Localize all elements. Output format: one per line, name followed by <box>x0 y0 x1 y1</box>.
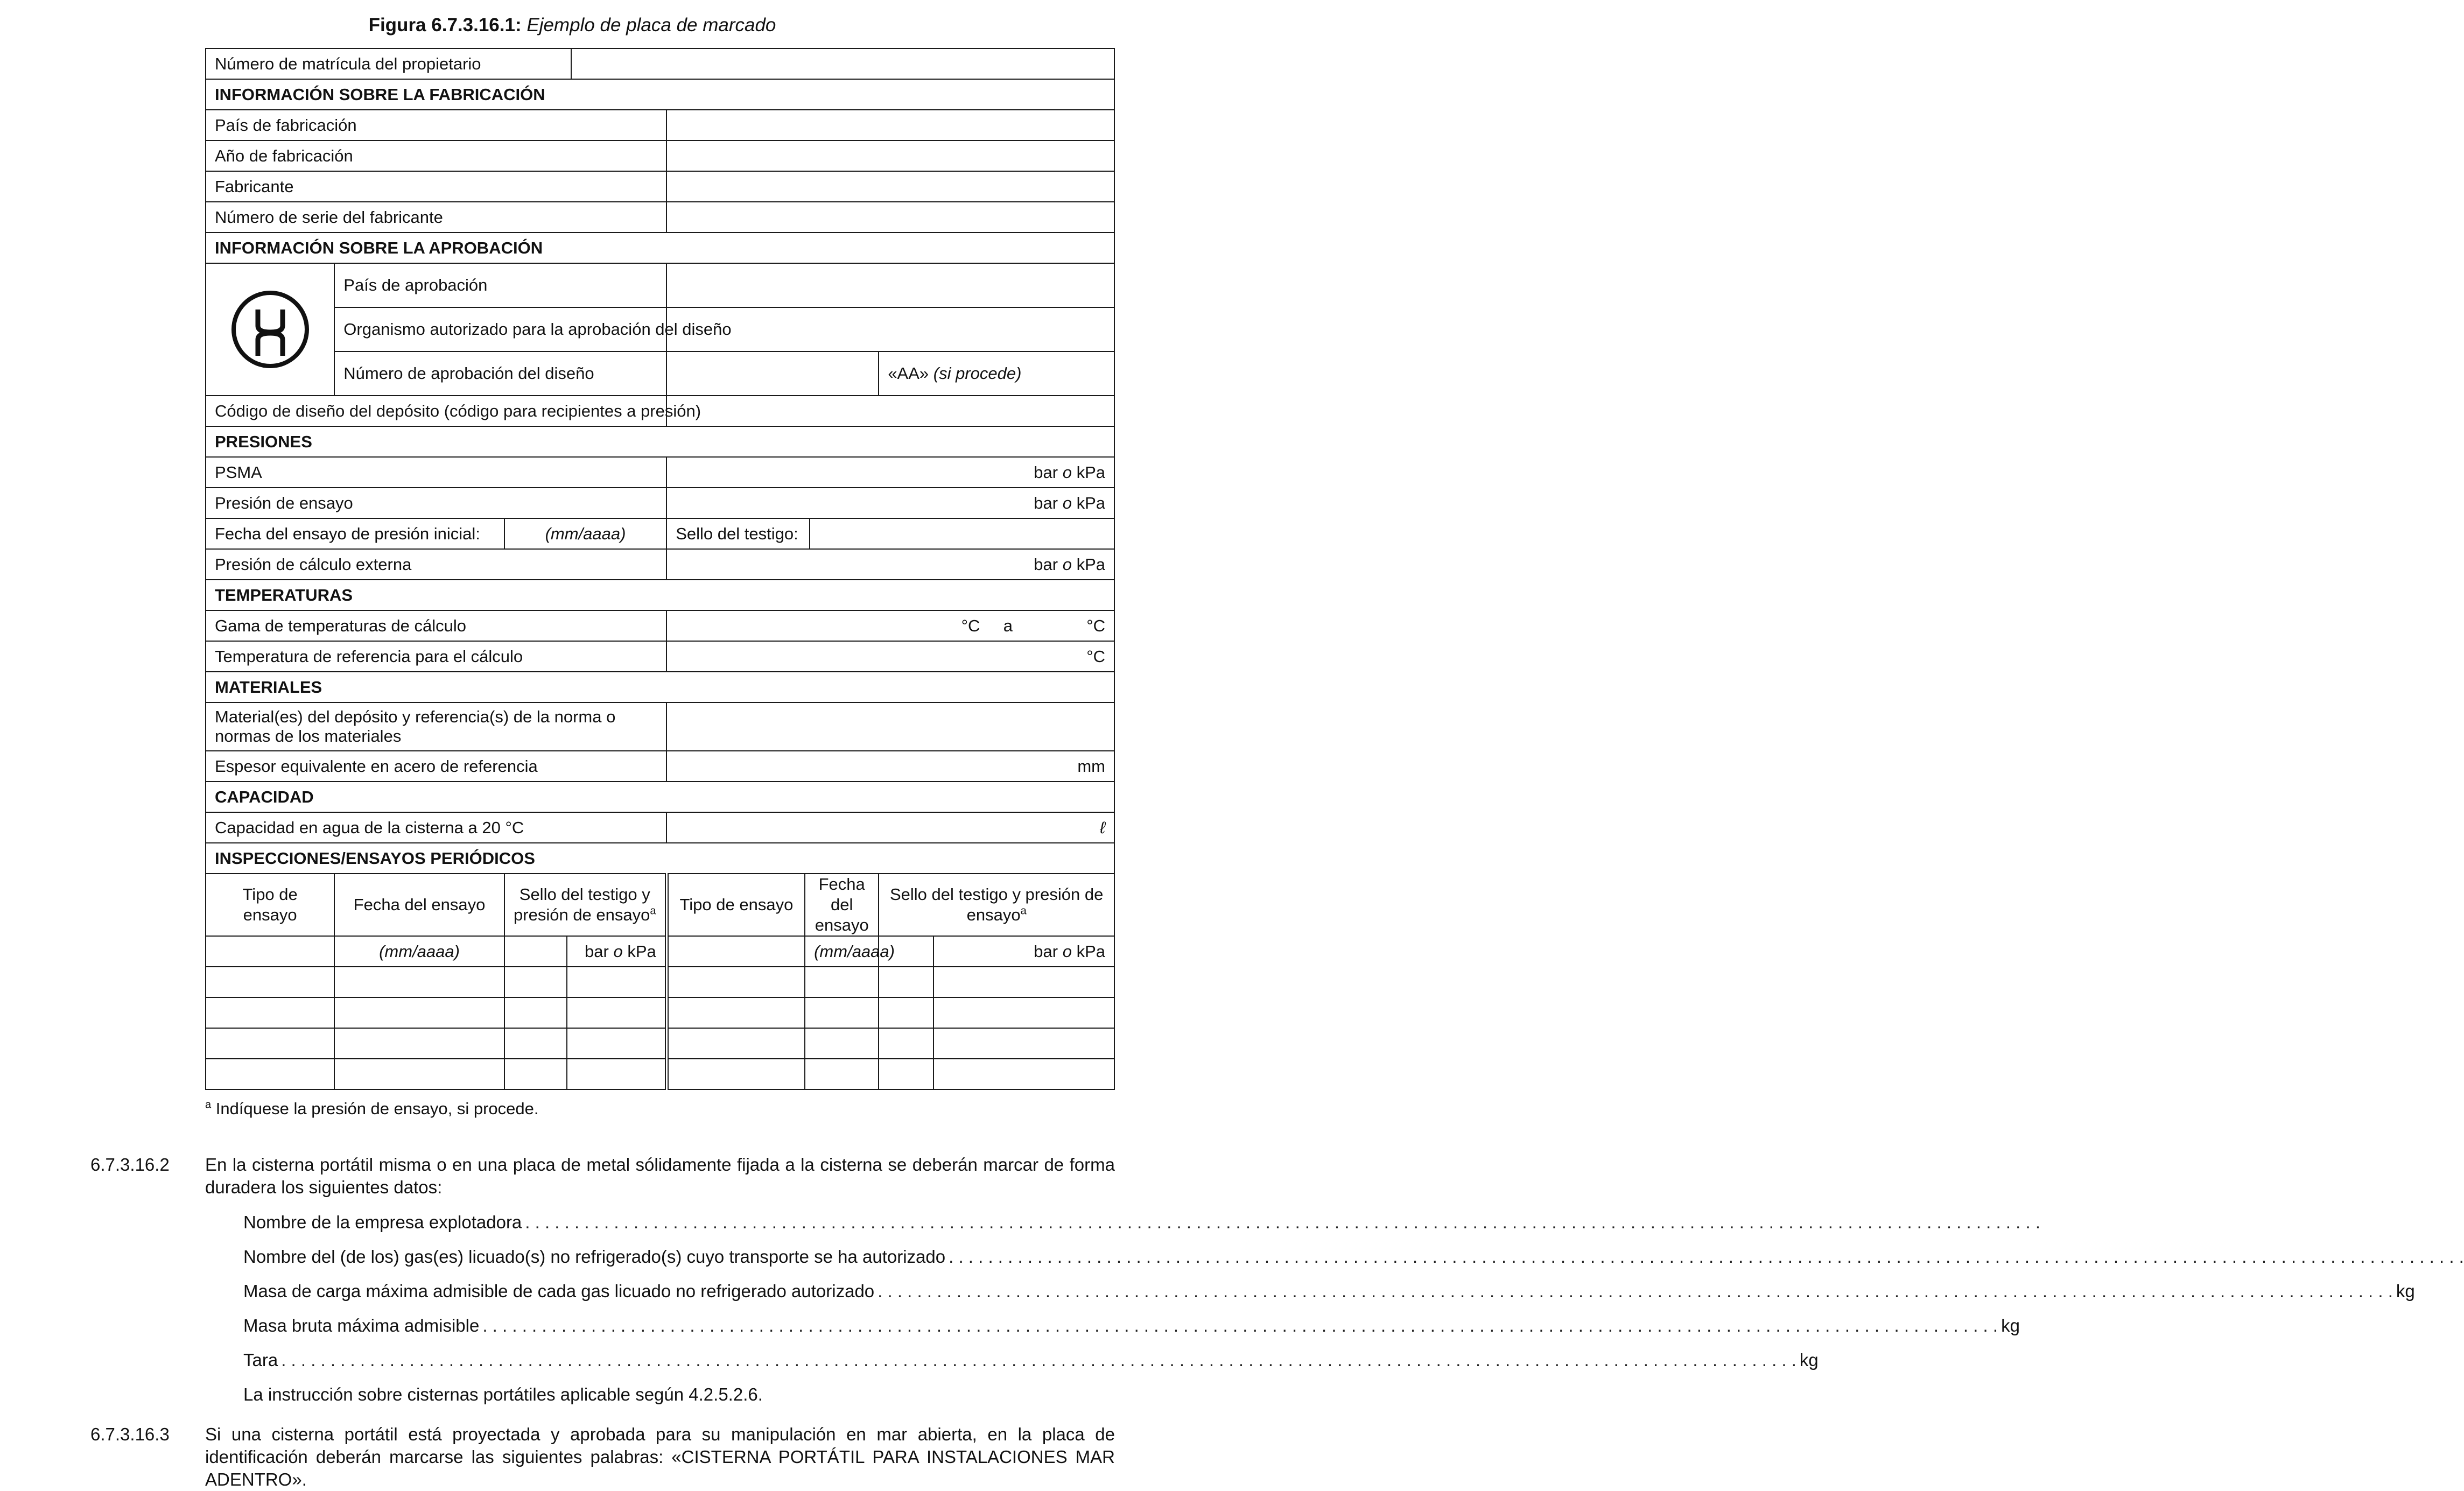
country-approval-value <box>666 263 1114 307</box>
design-ref-temp-label: Temperatura de referencia para el cálculo <box>206 641 666 672</box>
plate-row <box>206 812 1114 843</box>
test-pressure-label: Presión de ensayo <box>206 488 666 518</box>
un-logo-cell <box>206 263 334 396</box>
country-mfg-label: País de fabricación <box>206 110 666 140</box>
design-code-value <box>666 396 1114 426</box>
design-approval-label: Número de aprobación del diseño <box>334 351 666 396</box>
figure-number: Figura 6.7.3.16.1: <box>368 15 522 36</box>
pressure-unit-right: bar o kPa <box>933 936 1114 967</box>
initial-test-date-label: Fecha del ensayo de presión inicial: <box>206 518 504 549</box>
periodic-header-row <box>206 874 1114 936</box>
marking-plate-table <box>205 48 1115 1090</box>
col-stamp-left: Sello del testigo y presión de ensayo$^a$ <box>504 874 666 936</box>
list-item: Masa de carga máxima admisible de cada gas licuado no refrigerado autorizado . . . kg <box>243 1280 1115 1303</box>
serial-value <box>666 202 1114 233</box>
periodic-blank-row <box>206 1059 1114 1089</box>
plate-row <box>206 351 1114 396</box>
col-stamp-right: Sello del testigo y presión de ensayo$^a$ <box>879 874 1114 936</box>
periodic-units-row <box>206 936 1114 967</box>
cell <box>504 936 567 967</box>
list-item: Nombre de la empresa explotadora . . . <box>243 1211 1115 1234</box>
plate-row <box>206 549 1114 580</box>
section-pressures: PRESIONES <box>206 426 1114 457</box>
figure-title: Ejemplo de placa de marcado <box>527 15 776 36</box>
plate-row <box>206 518 1114 549</box>
plate-row <box>206 488 1114 518</box>
witness-stamp-value <box>810 518 1114 549</box>
paragraph-text: Si una cisterna portátil está proyectada y aprobada para su manipulación en mar abierta, en la placa de identificación deberán marcarse las siguientes palabras: «CISTERNA PORTÁTIL PARA INSTALACIONES MAR ADENTRO». <box>205 1424 1115 1489</box>
design-temp-range-label: Gama de temperaturas de cálculo <box>206 610 666 641</box>
plate-row <box>206 48 1114 79</box>
periodic-blank-row <box>206 997 1114 1028</box>
col-test-type-left: Tipo de ensayo <box>206 874 334 936</box>
section-materials: MATERIALES <box>206 672 1114 702</box>
owner-reg-value-cont <box>666 48 1114 79</box>
authorized-body-value <box>666 307 1114 351</box>
plate-row <box>206 202 1114 233</box>
list-item: Tara . . . kg <box>243 1349 1115 1372</box>
plate-row <box>206 140 1114 171</box>
shell-materials-value <box>666 702 1114 751</box>
date-format-left: (mm/aaaa) <box>334 936 504 967</box>
owner-reg-label: Número de matrícula del propietario <box>206 48 571 79</box>
paragraph-number: 6.7.3.16.2 <box>90 1155 170 1174</box>
ext-design-pressure-label: Presión de cálculo externa <box>206 549 666 580</box>
design-temp-range-unit: °C a °C <box>666 610 1114 641</box>
serial-label: Número de serie del fabricante <box>206 202 666 233</box>
witness-stamp-label: Sello del testigo: <box>666 518 810 549</box>
design-code-label: Código de diseño del depósito (código para recipientes a presión) <box>206 396 666 426</box>
un-logo-icon <box>230 289 311 370</box>
footnote-text: Indíquese la presión de ensayo, si procede. <box>215 1099 539 1118</box>
pressure-unit-left: bar o kPa <box>567 936 666 967</box>
year-mfg-value <box>666 140 1114 171</box>
list-item: Nombre del (de los) gas(es) licuado(s) no refrigerado(s) cuyo transporte se ha autorizado . . . <box>243 1246 1115 1268</box>
section-periodic: INSPECCIONES/ENSAYOS PERIÓDICOS <box>206 843 1114 874</box>
periodic-blank-row <box>206 1028 1114 1059</box>
aa-note: (si procede) <box>933 364 1022 383</box>
plate-row <box>206 672 1114 702</box>
plate-row <box>206 396 1114 426</box>
year-mfg-label: Año de fabricación <box>206 140 666 171</box>
plate-row <box>206 641 1114 672</box>
plate-row <box>206 610 1114 641</box>
country-approval-label: País de aprobación <box>334 263 666 307</box>
paragraph-number: 6.7.3.16.3 <box>90 1424 170 1444</box>
ext-design-pressure-unit: bar o kPa <box>666 549 1114 580</box>
col-test-date-left: Fecha del ensayo <box>334 874 504 936</box>
mawp-label: PSMA <box>206 457 666 488</box>
manufacturer-label: Fabricante <box>206 171 666 202</box>
list-item: Masa bruta máxima admisible . . . kg <box>243 1314 1115 1337</box>
aa-label: «AA» <box>888 364 929 383</box>
manufacturer-value <box>666 171 1114 202</box>
periodic-blank-row <box>206 967 1114 997</box>
plate-row <box>206 233 1114 263</box>
shell-materials-label: Material(es) del depósito y referencia(s) de la norma o normas de los materiales <box>206 702 666 751</box>
plate-row <box>206 702 1114 751</box>
design-ref-temp-unit: °C <box>666 641 1114 672</box>
plate-row <box>206 426 1114 457</box>
paragraph-6-7-3-16-2 <box>90 1154 1115 1199</box>
authorized-body-label: Organismo autorizado para la aprobación del diseño <box>334 307 666 351</box>
initial-test-date-format: (mm/aaaa) <box>504 518 666 549</box>
aa-cell <box>879 351 1114 396</box>
plate-row <box>206 782 1114 812</box>
instruction-line: La instrucción sobre cisternas portátiles aplicable según 4.2.5.2.6. <box>243 1384 763 1404</box>
equiv-thickness-unit: mm <box>666 751 1114 782</box>
plate-row <box>206 751 1114 782</box>
cell <box>666 936 805 967</box>
date-format-right: (mm/aaaa) <box>805 936 879 967</box>
country-mfg-value <box>666 110 1114 140</box>
water-capacity-unit: ℓ <box>666 812 1114 843</box>
section-approval: INFORMACIÓN SOBRE LA APROBACIÓN <box>206 233 1114 263</box>
equiv-thickness-label: Espesor equivalente en acero de referencia <box>206 751 666 782</box>
section-temperatures: TEMPERATURAS <box>206 580 1114 610</box>
col-test-type-right: Tipo de ensayo <box>666 874 805 936</box>
plate-row <box>206 457 1114 488</box>
paragraph-text: En la cisterna portátil misma o en una placa de metal sólidamente fijada a la cisterna se deberán marcar de forma duradera los siguientes datos: <box>205 1155 1115 1197</box>
figure-caption <box>0 12 1145 39</box>
table-footnote <box>205 1098 538 1120</box>
footnote-mark: a <box>205 1099 212 1111</box>
section-manufacture: INFORMACIÓN SOBRE LA FABRICACIÓN <box>206 79 1114 110</box>
mawp-unit: bar o kPa <box>666 457 1114 488</box>
plate-row <box>206 580 1114 610</box>
water-capacity-label: Capacidad en agua de la cisterna a 20 °C <box>206 812 666 843</box>
section-capacity: CAPACIDAD <box>206 782 1114 812</box>
plate-row <box>206 79 1114 110</box>
test-pressure-unit: bar o kPa <box>666 488 1114 518</box>
design-approval-value <box>666 351 879 396</box>
paragraph-6-7-3-16-3 <box>90 1423 1115 1491</box>
col-test-date-right: Fecha del ensayo <box>805 874 879 936</box>
plate-row <box>206 843 1114 874</box>
plate-row <box>206 263 1114 307</box>
plate-row <box>206 171 1114 202</box>
plate-row <box>206 110 1114 140</box>
cell <box>206 936 334 967</box>
plate-row <box>206 307 1114 351</box>
owner-reg-value <box>571 48 666 79</box>
